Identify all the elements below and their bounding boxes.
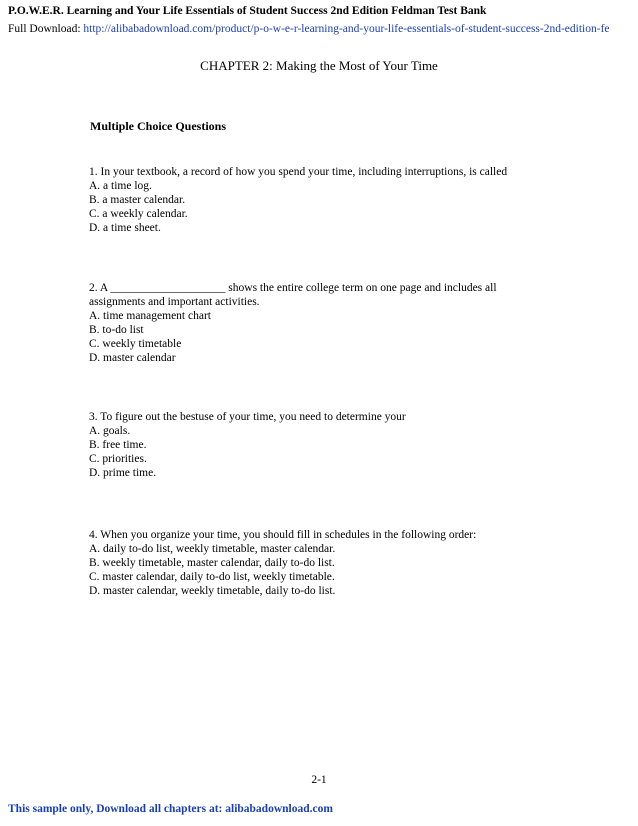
question-4-stem: 4. When you organize your time, you should fill in schedules in the following order: [89, 529, 477, 541]
question-2-option-d: D. master calendar [89, 352, 176, 364]
document-header-title: P.O.W.E.R. Learning and Your Life Essentials of Student Success 2nd Edition Feldman Test Bank [8, 5, 487, 17]
question-4-option-a: A. daily to-do list, weekly timetable, master calendar. [89, 543, 336, 555]
question-2-option-c: C. weekly timetable [89, 338, 182, 350]
question-2-stem-line-2: assignments and important activities. [89, 296, 260, 308]
page-number: 2-1 [311, 774, 327, 786]
question-2-option-b: B. to-do list [89, 324, 144, 336]
full-download-label: Full Download: [8, 23, 84, 35]
question-3 [89, 410, 559, 480]
question-1-option-b: B. a master calendar. [89, 194, 186, 206]
question-2-stem-line-1: 2. A ____________________ shows the entire college term on one page and includes all [89, 282, 497, 294]
question-4-option-b: B. weekly timetable, master calendar, daily to-do list. [89, 557, 335, 569]
question-2-option-a: A. time management chart [89, 310, 211, 322]
question-1-option-a: A. a time log. [89, 180, 152, 192]
question-3-option-b: B. free time. [89, 439, 147, 451]
full-download-link[interactable]: http://alibabadownload.com/product/p-o-w-e-r-learning-and-your-life-essentials-of-student-success-2nd-edition-fe [83, 23, 610, 35]
question-3-option-d: D. prime time. [89, 467, 157, 479]
question-3-option-a: A. goals. [89, 425, 131, 437]
section-heading: Multiple Choice Questions [90, 119, 227, 133]
question-1 [89, 165, 559, 235]
question-4-option-c: C. master calendar, daily to-do list, weekly timetable. [89, 571, 335, 583]
question-3-option-c: C. priorities. [89, 453, 147, 465]
chapter-title: CHAPTER 2: Making the Most of Your Time [200, 58, 438, 73]
footer-download-note[interactable]: This sample only, Download all chapters at: alibabadownload.com [8, 803, 333, 815]
question-4-option-d: D. master calendar, weekly timetable, daily to-do list. [89, 585, 336, 597]
question-2 [89, 281, 559, 365]
question-1-stem: 1. In your textbook, a record of how you spend your time, including interruptions, is called [89, 166, 508, 178]
full-download-line [8, 23, 638, 35]
question-1-option-c: C. a weekly calendar. [89, 208, 188, 220]
question-1-option-d: D. a time sheet. [89, 222, 161, 234]
question-4 [89, 528, 559, 598]
question-3-stem: 3. To figure out the bestuse of your time, you need to determine your [89, 411, 406, 423]
